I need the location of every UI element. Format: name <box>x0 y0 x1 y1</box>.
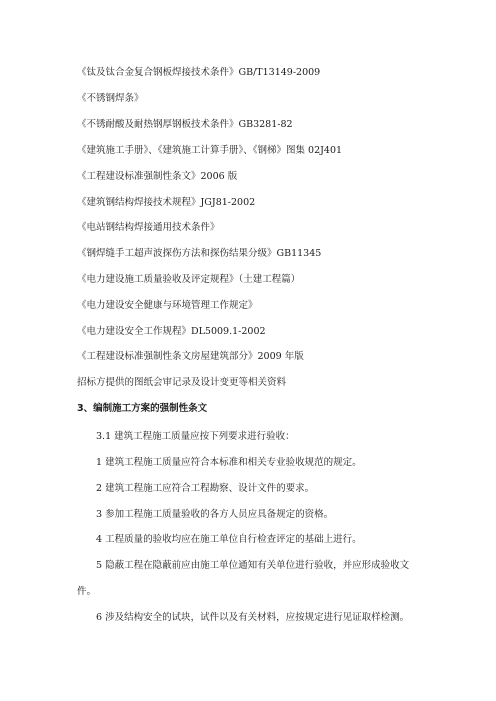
tender-note: 招标方提供的图纸会审记录及设计变更等相关资料 <box>77 377 287 388</box>
reference-item: 《建筑钢结构焊接技术规程》JGJ81-2002 <box>77 197 256 208</box>
paragraph-1: 1 建筑工程施工质量应符合本标准和相关专业验收规范的规定。 <box>96 457 362 468</box>
reference-item: 《工程建设标准强制性条文》2006 版 <box>77 171 238 182</box>
paragraph-5-continuation: 件。 <box>77 586 97 597</box>
reference-item: 《电力建设施工质量验收及评定规程》（土建工程篇） <box>77 274 301 285</box>
reference-item: 《电站钢结构焊接通用技术条件》 <box>77 222 220 233</box>
reference-item: 《工程建设标准强制性条文房屋建筑部分》2009 年版 <box>77 351 304 362</box>
paragraph-6: 6 涉及结构安全的试块，试件以及有关材料，应按规定进行见证取样检测。 <box>96 612 410 623</box>
paragraph-2: 2 建筑工程施工应符合工程勘察、设计文件的要求。 <box>96 483 315 494</box>
paragraph-4: 4 工程质量的验收均应在施工单位自行检查评定的基础上进行。 <box>96 534 362 545</box>
reference-item: 《建筑施工手册》、《建筑施工计算手册》、《钢梯》图集 02J401 <box>77 145 343 156</box>
reference-item: 《钢焊缝手工超声波探伤方法和探伤结果分级》GB11345 <box>77 248 322 259</box>
reference-item: 《不锈耐酸及耐热钢厚钢板技术条件》GB3281-82 <box>77 119 293 130</box>
reference-item: 《电力建设安全工作规程》DL5009.1-2002 <box>77 326 266 337</box>
reference-item: 《电力建设安全健康与环境管理工作规定》 <box>77 300 258 311</box>
paragraph-3: 3 参加工程施工质量验收的各方人员应具备规定的资格。 <box>96 509 334 520</box>
section-heading: 3、编制施工方案的强制性条文 <box>77 403 208 414</box>
reference-item: 《钛及钛合金复合钢板焊接技术条件》GB/T13149-2009 <box>77 67 321 78</box>
paragraph-3-1: 3.1 建筑工程施工质量应按下列要求进行验收： <box>96 431 295 442</box>
paragraph-5: 5 隐蔽工程在隐蔽前应由施工单位通知有关单位进行验收，并应形成验收文 <box>96 560 410 571</box>
reference-item: 《不锈钢焊条》 <box>77 93 144 104</box>
